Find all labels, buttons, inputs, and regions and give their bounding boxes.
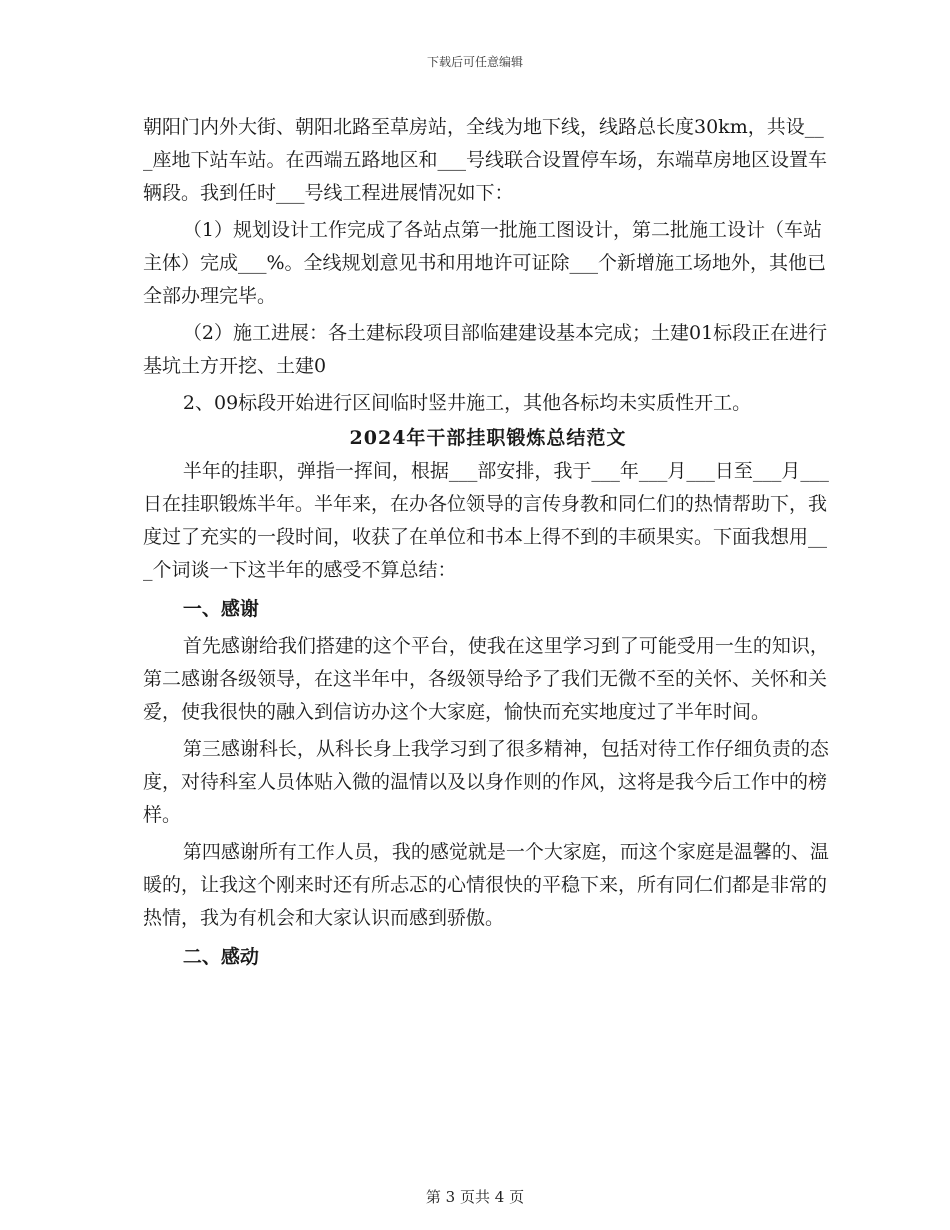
document-body: [143, 111, 833, 978]
paragraph-3: （2）施工进展：各土建标段项目部临建建设基本完成；土建01标段正在进行基坑土方开挖、土建0: [143, 322, 828, 377]
paragraph-5: 半年的挂职，弹指一挥间，根据___部安排，我于___年___月___日至___月___日在挂职锻炼半年。半年来，在办各位领导的言传身教和同仁们的热情帮助下，我度过了充实的一段时间，收获了在单位和书本上得不到的丰硕果实。下面我想用___个词谈一下这半年的感受不算总结：: [143, 460, 829, 581]
section-heading-1: 一、感谢: [182, 598, 259, 620]
paragraph-8: 第四感谢所有工作人员，我的感觉就是一个大家庭，而这个家庭是温馨的、温暖的，让我这个刚来时还有所忐忑的心情很快的平稳下来，所有同仁们都是非常的热情，我为有机会和大家认识而感到骄傲。: [143, 841, 829, 929]
paragraph-7: 第三感谢科长，从科长身上我学习到了很多精神，包括对待工作仔细负责的态度，对待科室人员体贴入微的温情以及以身作则的作风，这将是我今后工作中的榜样。: [143, 738, 829, 826]
paragraph-1: 朝阳门内外大街、朝阳北路至草房站，全线为地下线，线路总长度30km，共设___座地下站车站。在西端五路地区和___号线联合设置停车场，东端草房地区设置车辆段。我到任时___号线工程进展情况如下：: [143, 116, 828, 204]
document-title: 2024年干部挂职锻炼总结范文: [349, 427, 627, 449]
section-heading-2: 二、感动: [182, 946, 259, 968]
paragraph-4: 2、09标段开始进行区间临时竖井施工，其他各标均未实质性开工。: [182, 392, 752, 414]
paragraph-2: （1）规划设计工作完成了各站点第一批施工图设计，第二批施工设计（车站主体）完成___%。全线规划意见书和用地许可证除___个新增施工场地外，其他已全部办理完毕。: [143, 219, 827, 307]
page-footer: 第 3 页共 4 页: [425, 1188, 525, 1206]
paragraph-6: 首先感谢给我们搭建的这个平台，使我在这里学习到了可能受用一生的知识，第二感谢各级领导，在这半年中，各级领导给予了我们无微不至的关怀、关怀和关爱，使我很快的融入到信访办这个大家庭，愉快而充实地度过了半年时间。: [143, 635, 829, 723]
page-header: 下载后可任意编辑: [426, 55, 523, 69]
